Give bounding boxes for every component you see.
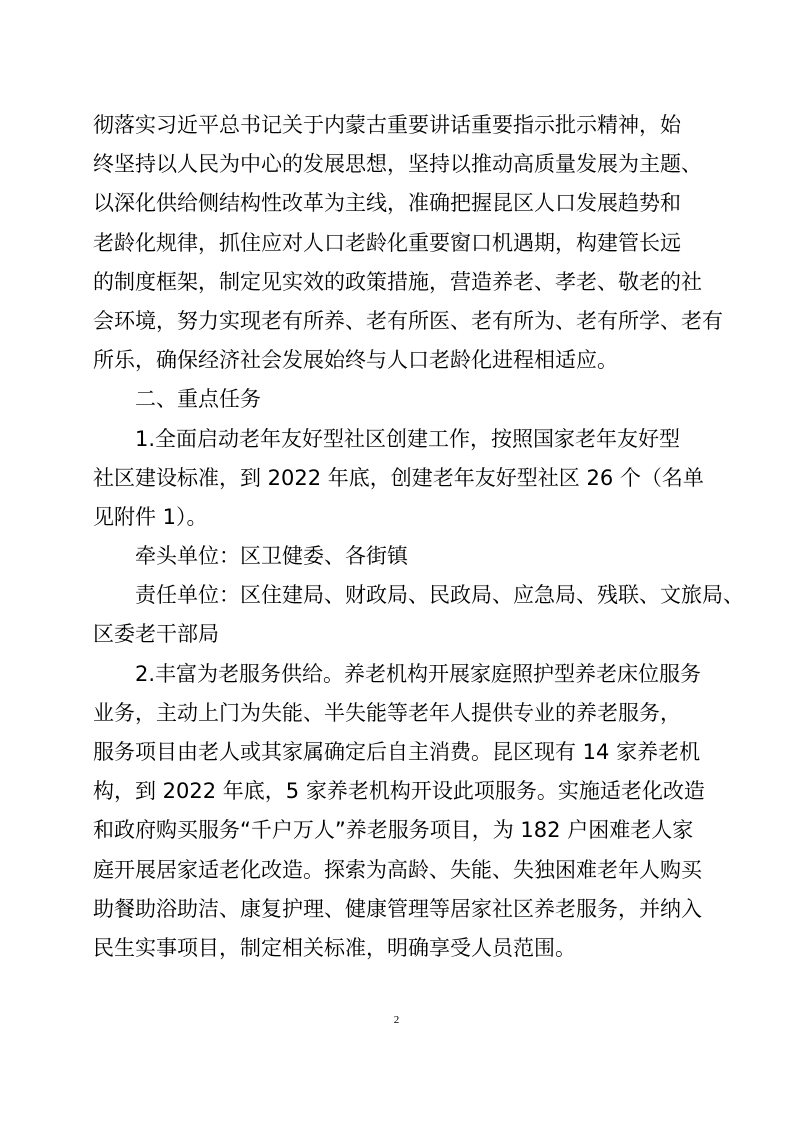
text-line: 构，到 2022 年底，5 家养老机构开设此项服务。实施适老化改造: [93, 779, 705, 804]
lead-unit-line: 牵头单位：区卫健委、各街镇: [135, 544, 408, 569]
text-line: 老龄化规律，抓住应对人口老龄化重要窗口机遇期，构建管长远: [93, 230, 681, 255]
page-number: 2: [393, 1014, 400, 1026]
text-line: 彻落实习近平总书记关于内蒙古重要讲话重要指示批示精神，始: [93, 113, 681, 137]
text-line: 民生实事项目，制定相关标准，明确享受人员范围。: [93, 935, 576, 960]
body-text: [93, 106, 744, 968]
section-heading: 二、重点任务: [135, 387, 261, 412]
text-line: 服务项目由老人或其家属确定后自主消费。昆区现有 14 家养老机: [93, 740, 701, 764]
text-line: 助餐助浴助洁、康复护理、健康管理等居家社区养老服务，并纳入: [93, 896, 702, 921]
text-line: 社区建设标准，到 2022 年底，创建老年友好型社区 26 个（名单: [93, 465, 704, 490]
text-line: 业务，主动上门为失能、半失能等老年人提供专业的养老服务，: [93, 700, 681, 725]
text-line: 和政府购买服务“千户万人”养老服务项目，为 182 户困难老人家: [93, 818, 694, 843]
text-line: 的制度框架，制定见实效的政策措施，营造养老、孝老、敬老的社: [93, 269, 702, 294]
text-line: 1.全面启动老年友好型社区创建工作，按照国家老年友好型: [135, 426, 681, 451]
text-line: 见附件 1）。: [93, 504, 208, 529]
text-line: 所乐，确保经济社会发展始终与人口老龄化进程相适应。: [93, 348, 618, 373]
text-line: 区委老干部局: [93, 622, 219, 647]
text-line: 以深化供给侧结构性改革为主线，准确把握昆区人口发展趋势和: [93, 191, 681, 216]
text-line: 2.丰富为老服务供给。养老机构开展家庭照护型养老床位服务: [135, 661, 702, 686]
text-line: 会环境，努力实现老有所养、老有所医、老有所为、老有所学、老有: [93, 308, 723, 333]
text-line: 终坚持以人民为中心的发展思想，坚持以推动高质量发展为主题、: [93, 152, 702, 177]
responsible-unit-line: 责任单位：区住建局、财政局、民政局、应急局、残联、文旅局、: [135, 583, 744, 608]
text-line: 庭开展居家适老化改造。探索为高龄、失能、失独困难老年人购买: [93, 857, 702, 882]
